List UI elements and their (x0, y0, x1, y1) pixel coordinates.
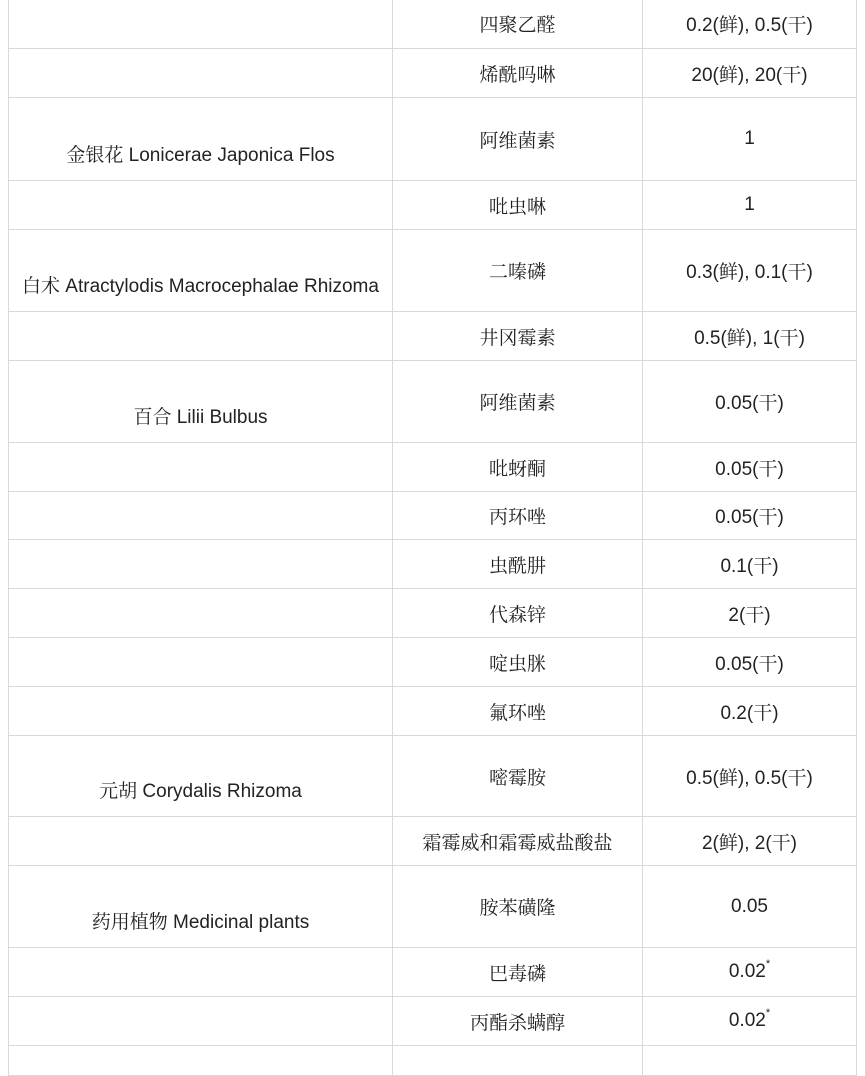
mrl-value: 2(鲜), 2(干) (701, 832, 797, 854)
table-row (9, 181, 857, 230)
table-row (9, 817, 857, 866)
table-row (9, 230, 857, 312)
table-row (9, 638, 857, 687)
table-row (9, 361, 857, 443)
mrl-cell (643, 589, 857, 638)
pesticide-cell: 虫酰肼 (393, 540, 643, 589)
table-row (9, 492, 857, 540)
herb-cell (9, 0, 393, 49)
table-row (9, 49, 857, 98)
mrl-cell (643, 98, 857, 181)
pesticide-cell: 四聚乙醛 (393, 0, 643, 49)
mrl-cell (643, 866, 857, 948)
herb-cell: 金银花 Lonicerae Japonica Flos (9, 98, 393, 181)
pesticide-cell: 丙酯杀螨醇 (393, 997, 643, 1046)
mrl-cell (643, 997, 857, 1046)
table-row (9, 312, 857, 361)
herb-cell (9, 540, 393, 589)
herb-cell (9, 589, 393, 638)
herb-cell (9, 49, 393, 98)
mrl-value: 0.3(鲜), 0.1(干) (686, 262, 813, 283)
herb-cell: 元胡 Corydalis Rhizoma (9, 736, 393, 817)
mrl-value: 0.05(干) (715, 653, 784, 675)
mrl-value: 20(鲜), 20(干) (691, 64, 808, 86)
table-row (9, 98, 857, 181)
pesticide-cell: 胺苯磺隆 (393, 866, 643, 948)
mrl-value: 0.02 (728, 961, 766, 982)
table-row (9, 866, 857, 948)
mrl-cell (643, 1046, 857, 1076)
mrl-cell (643, 736, 857, 817)
mrl-value: 0.1(干) (720, 555, 779, 577)
mrl-cell (643, 230, 857, 312)
mrl-value: 2(干) (728, 604, 771, 626)
herb-cell: 药用植物 Medicinal plants (9, 866, 393, 948)
table-row (9, 540, 857, 589)
pesticide-cell: 霜霉威和霜霉威盐酸盐 (393, 817, 643, 866)
pesticide-cell: 阿维菌素 (393, 98, 643, 181)
mrl-cell (643, 49, 857, 98)
mrl-cell (643, 0, 857, 49)
table-row (9, 687, 857, 736)
table-row (9, 948, 857, 997)
pesticide-cell: 二嗪磷 (393, 230, 643, 312)
mrl-value: 0.5(鲜), 1(干) (694, 327, 805, 349)
mrl-cell (643, 443, 857, 492)
pesticide-cell: 丙环唑 (393, 492, 643, 540)
table-row (9, 736, 857, 817)
mrl-value: 0.05(干) (715, 458, 784, 480)
mrl-value: 0.05(干) (715, 507, 784, 528)
mrl-value: 0.05(干) (715, 393, 784, 414)
mrl-value: 0.5(鲜), 0.5(干) (686, 767, 813, 789)
mrl-value: 0.2(鲜), 0.5(干) (686, 15, 813, 36)
mrl-value: 1 (744, 128, 755, 149)
pesticide-cell: 井冈霉素 (393, 312, 643, 361)
herb-cell: 百合 Lilii Bulbus (9, 361, 393, 443)
table-row (9, 1046, 857, 1076)
pesticide-cell: 代森锌 (393, 589, 643, 638)
mrl-value: 0.05 (731, 895, 768, 917)
mrl-cell (643, 361, 857, 443)
pesticide-cell: 氟环唑 (393, 687, 643, 736)
table-row (9, 589, 857, 638)
pesticide-cell (393, 1046, 643, 1076)
pesticide-cell: 吡虫啉 (393, 181, 643, 230)
footnote-mark: * (765, 958, 771, 970)
herb-cell (9, 181, 393, 230)
mrl-table-body (9, 0, 857, 1076)
mrl-value: 0.2(干) (720, 702, 779, 724)
herb-cell (9, 948, 393, 997)
herb-cell (9, 687, 393, 736)
mrl-cell (643, 638, 857, 687)
herb-cell: 白术 Atractylodis Macrocephalae Rhizoma (9, 230, 393, 312)
table-row (9, 997, 857, 1046)
mrl-value: 1 (744, 194, 755, 215)
herb-cell (9, 817, 393, 866)
mrl-cell (643, 540, 857, 589)
pesticide-cell: 啶虫脒 (393, 638, 643, 687)
mrl-cell (643, 181, 857, 230)
table-row (9, 443, 857, 492)
herb-cell (9, 997, 393, 1046)
herb-cell (9, 1046, 393, 1076)
herb-cell (9, 492, 393, 540)
mrl-cell (643, 687, 857, 736)
mrl-cell (643, 492, 857, 540)
mrl-value: 0.02 (728, 1010, 766, 1031)
pesticide-cell: 烯酰吗啉 (393, 49, 643, 98)
mrl-cell (643, 948, 857, 997)
pesticide-cell: 阿维菌素 (393, 361, 643, 443)
herb-cell (9, 312, 393, 361)
mrl-table (8, 0, 857, 1076)
pesticide-cell: 巴毒磷 (393, 948, 643, 997)
herb-cell (9, 638, 393, 687)
mrl-cell (643, 817, 857, 866)
herb-cell (9, 443, 393, 492)
table-row (9, 0, 857, 49)
mrl-cell (643, 312, 857, 361)
pesticide-cell: 嘧霉胺 (393, 736, 643, 817)
pesticide-cell: 吡蚜酮 (393, 443, 643, 492)
footnote-mark: * (765, 1007, 771, 1019)
